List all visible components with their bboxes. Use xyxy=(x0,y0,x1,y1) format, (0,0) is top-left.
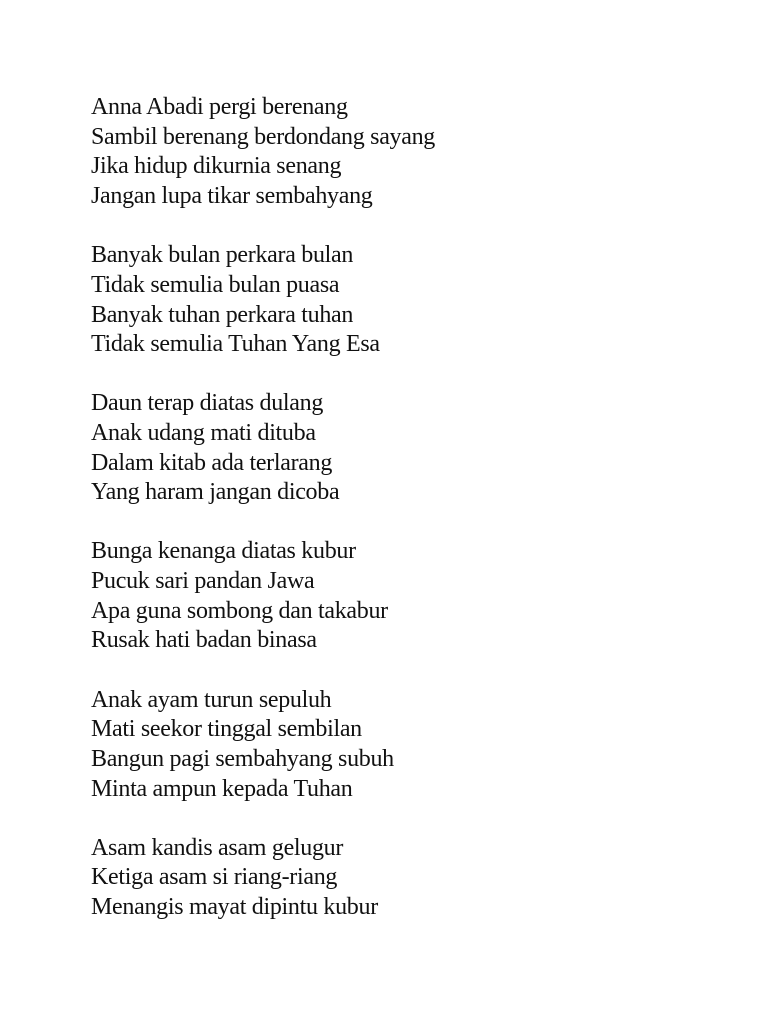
poem-line: Banyak tuhan perkara tuhan xyxy=(91,301,354,328)
poem-line: Apa guna sombong dan takabur xyxy=(91,597,388,624)
poem-line: Sambil berenang berdondang sayang xyxy=(91,123,435,150)
poem-line: Jangan lupa tikar sembahyang xyxy=(91,183,373,210)
poem-line: Dalam kitab ada terlarang xyxy=(91,449,333,476)
poem-line: Pucuk sari pandan Jawa xyxy=(91,568,315,595)
poem-line: Jika hidup dikurnia senang xyxy=(91,153,342,180)
poem-line: Rusak hati badan binasa xyxy=(91,627,317,654)
poem-line: Daun terap diatas dulang xyxy=(91,390,324,417)
stanza-2 xyxy=(91,241,731,360)
poem-line: Anak udang mati dituba xyxy=(91,419,316,446)
stanza-6 xyxy=(91,834,731,923)
poem-line: Tidak semulia Tuhan Yang Esa xyxy=(91,331,380,358)
poem-line: Minta ampun kepada Tuhan xyxy=(91,775,353,802)
stanza-4 xyxy=(91,537,731,656)
stanza-1 xyxy=(91,93,731,212)
poem-line: Ketiga asam si riang-riang xyxy=(91,864,338,891)
stanza-5 xyxy=(91,686,731,805)
poem-line: Anak ayam turun sepuluh xyxy=(91,686,332,713)
poem-line: Tidak semulia bulan puasa xyxy=(91,271,340,298)
poem-line: Asam kandis asam gelugur xyxy=(91,834,344,861)
poem-line: Bunga kenanga diatas kubur xyxy=(91,538,356,565)
stanza-3 xyxy=(91,389,731,508)
poem-line: Banyak bulan perkara bulan xyxy=(91,242,354,269)
poem-text xyxy=(91,93,731,952)
poem-line: Mati seekor tinggal sembilan xyxy=(91,716,362,743)
poem-line: Menangis mayat dipintu kubur xyxy=(91,894,378,921)
poem-line: Bangun pagi sembahyang subuh xyxy=(91,745,394,772)
poem-line: Anna Abadi pergi berenang xyxy=(91,94,348,120)
poem-line: Yang haram jangan dicoba xyxy=(91,479,340,506)
